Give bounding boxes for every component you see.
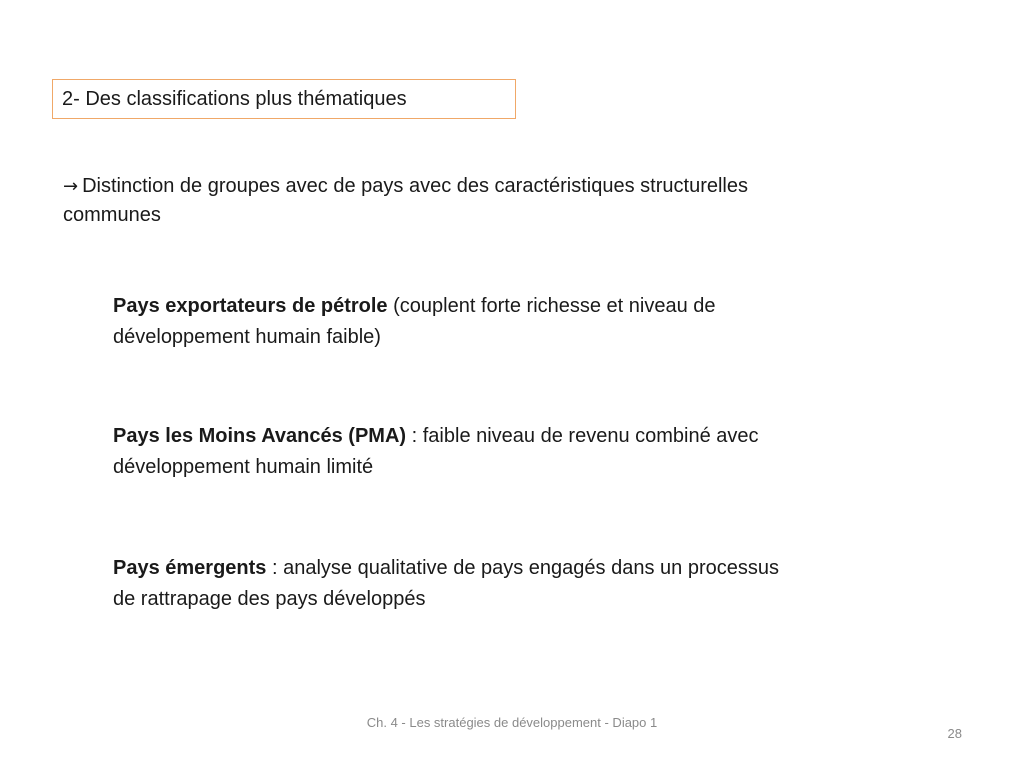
list-item: [113, 421, 803, 483]
right-arrow-icon: →: [63, 176, 79, 197]
page-number: 28: [947, 726, 962, 741]
item-description: : analyse qualitative de pays engagés dans un processus de rattrapage des pays développés: [113, 557, 779, 610]
item-description: (couplent forte richesse et niveau de développement humain faible): [113, 295, 716, 348]
list-item: [113, 553, 803, 615]
section-title-box: [52, 79, 516, 119]
footer-chapter: Ch. 4 - Les stratégies de développement - Diapo 1: [366, 715, 658, 730]
item-description: : faible niveau de revenu combiné avec développement humain limité: [113, 425, 759, 478]
intro-paragraph: [63, 172, 783, 230]
intro-text: Distinction de groupes avec de pays avec des caractéristiques structurelles communes: [63, 175, 748, 226]
item-term: Pays exportateurs de pétrole: [113, 295, 388, 317]
item-term: Pays émergents: [113, 557, 267, 579]
list-item: [113, 291, 803, 353]
item-term: Pays les Moins Avancés (PMA): [113, 425, 407, 447]
section-title: 2- Des classifications plus thématiques: [62, 88, 407, 110]
